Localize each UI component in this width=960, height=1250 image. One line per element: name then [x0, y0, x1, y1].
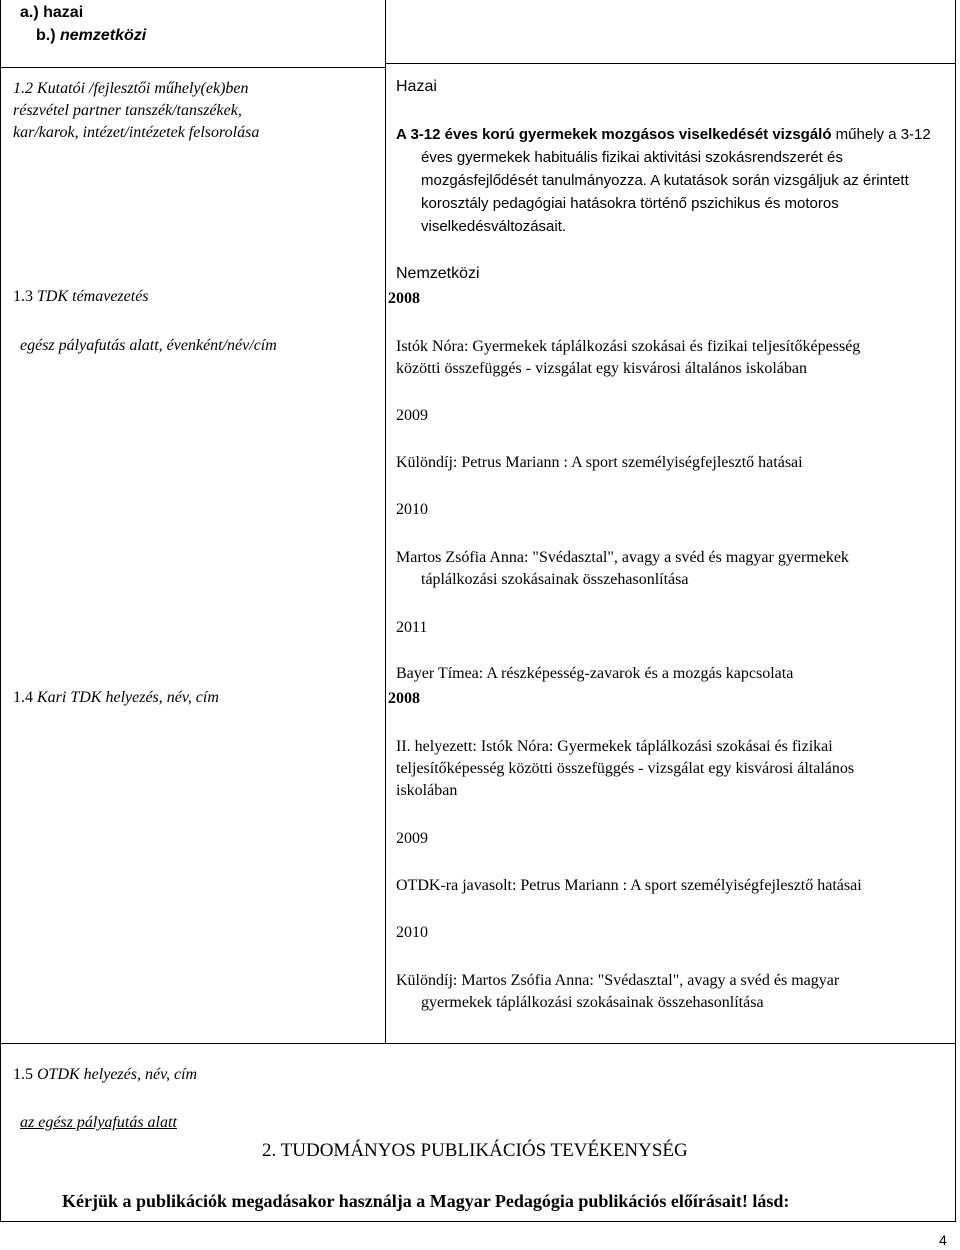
tdk-entry-2009: Különdíj: Petrus Mariann : A sport személyiségfejlesztő hatásai	[396, 454, 803, 471]
workshop-paragraph: A 3-12 éves korú gyermekek mozgásos viselkedését vizsgáló műhely a 3-12 éves gyermekek habituális fizikai aktivitási szokásrendszerét és mozgásfejlődését tanulmányozza. A kutatások során vizsgáljuk az érintett korosztály pedagógiai hatásokra történő pszichikus és motoros viselkedésváltozásait.	[396, 126, 931, 235]
row-divider-top-right	[385, 63, 956, 64]
kari-entry-2009: OTDK-ra javasolt: Petrus Mariann : A sport személyiségfejlesztő hatásai	[396, 877, 862, 894]
tdk-year-2011: 2011	[396, 619, 428, 636]
tdk-year-2008: 2008	[388, 290, 420, 307]
section-1-2-title: 1.2 Kutatói /fejlesztői műhely(ek)ben részvétel partner tanszék/tanszékek, kar/karok, intézet/intézetek felsorolása	[13, 80, 260, 141]
list-item-marker: b.)	[36, 27, 56, 44]
section-1-3-title: 1.3 TDK témavezetés	[13, 288, 149, 305]
list-item-label: nemzetközi	[60, 27, 147, 44]
tdk-year-2010: 2010	[396, 501, 428, 518]
list-item-hazai: a.) hazai	[20, 4, 84, 21]
list-item-nemzetkozi	[36, 27, 146, 45]
kari-entry-2008: II. helyezett: Istók Nóra: Gyermekek táplálkozási szokásai és fizikai teljesítőképesség közötti összefüggés - vizsgálat egy kisvárosi általános iskolában	[396, 738, 855, 799]
tdk-year-2009: 2009	[396, 407, 428, 424]
section-1-3-subtitle: egész pályafutás alatt, évenként/név/cím	[20, 337, 277, 354]
section-1-4-title: 1.4 Kari TDK helyezés, név, cím	[13, 689, 219, 706]
section-1-5-title: 1.5 OTDK helyezés, név, cím	[13, 1066, 198, 1083]
kari-year-2008: 2008	[388, 690, 420, 707]
table-border-bottom	[0, 1221, 956, 1222]
section-2-heading: 2. TUDOMÁNYOS PUBLIKÁCIÓS TEVÉKENYSÉG	[262, 1140, 688, 1161]
table-border-right	[955, 0, 956, 1222]
row-divider-top	[0, 67, 385, 68]
nemzetkozi-heading: Nemzetközi	[396, 265, 480, 282]
kari-year-2009: 2009	[396, 830, 428, 847]
tdk-entry-2010: Martos Zsófia Anna: "Svédasztal", avagy a svéd és magyar gyermekek táplálkozási szokásainak összehasonlítása	[396, 549, 849, 588]
row-divider-mid	[0, 1043, 956, 1044]
publication-note: Kérjük a publikációk megadásakor használja a Magyar Pedagógia publikációs előírásait! lásd:	[62, 1191, 790, 1211]
column-divider	[385, 0, 386, 1044]
hazai-heading: Hazai	[396, 78, 437, 95]
tdk-entry-2008: Istók Nóra: Gyermekek táplálkozási szokásai és fizikai teljesítőképesség közötti összefüggés - vizsgálat egy kisvárosi általános iskolában	[396, 338, 861, 377]
kari-year-2010: 2010	[396, 924, 428, 941]
tdk-entry-2011: Bayer Tímea: A részképesség-zavarok és a mozgás kapcsolata	[396, 665, 794, 682]
section-1-5-subtitle: az egész pályafutás alatt	[20, 1114, 177, 1131]
table-border-left	[0, 0, 1, 1222]
page-number: 4	[939, 1232, 947, 1248]
kari-entry-2010: Különdíj: Martos Zsófia Anna: "Svédasztal", avagy a svéd és magyar gyermekek táplálkozási szokásainak összehasonlítása	[396, 972, 840, 1011]
